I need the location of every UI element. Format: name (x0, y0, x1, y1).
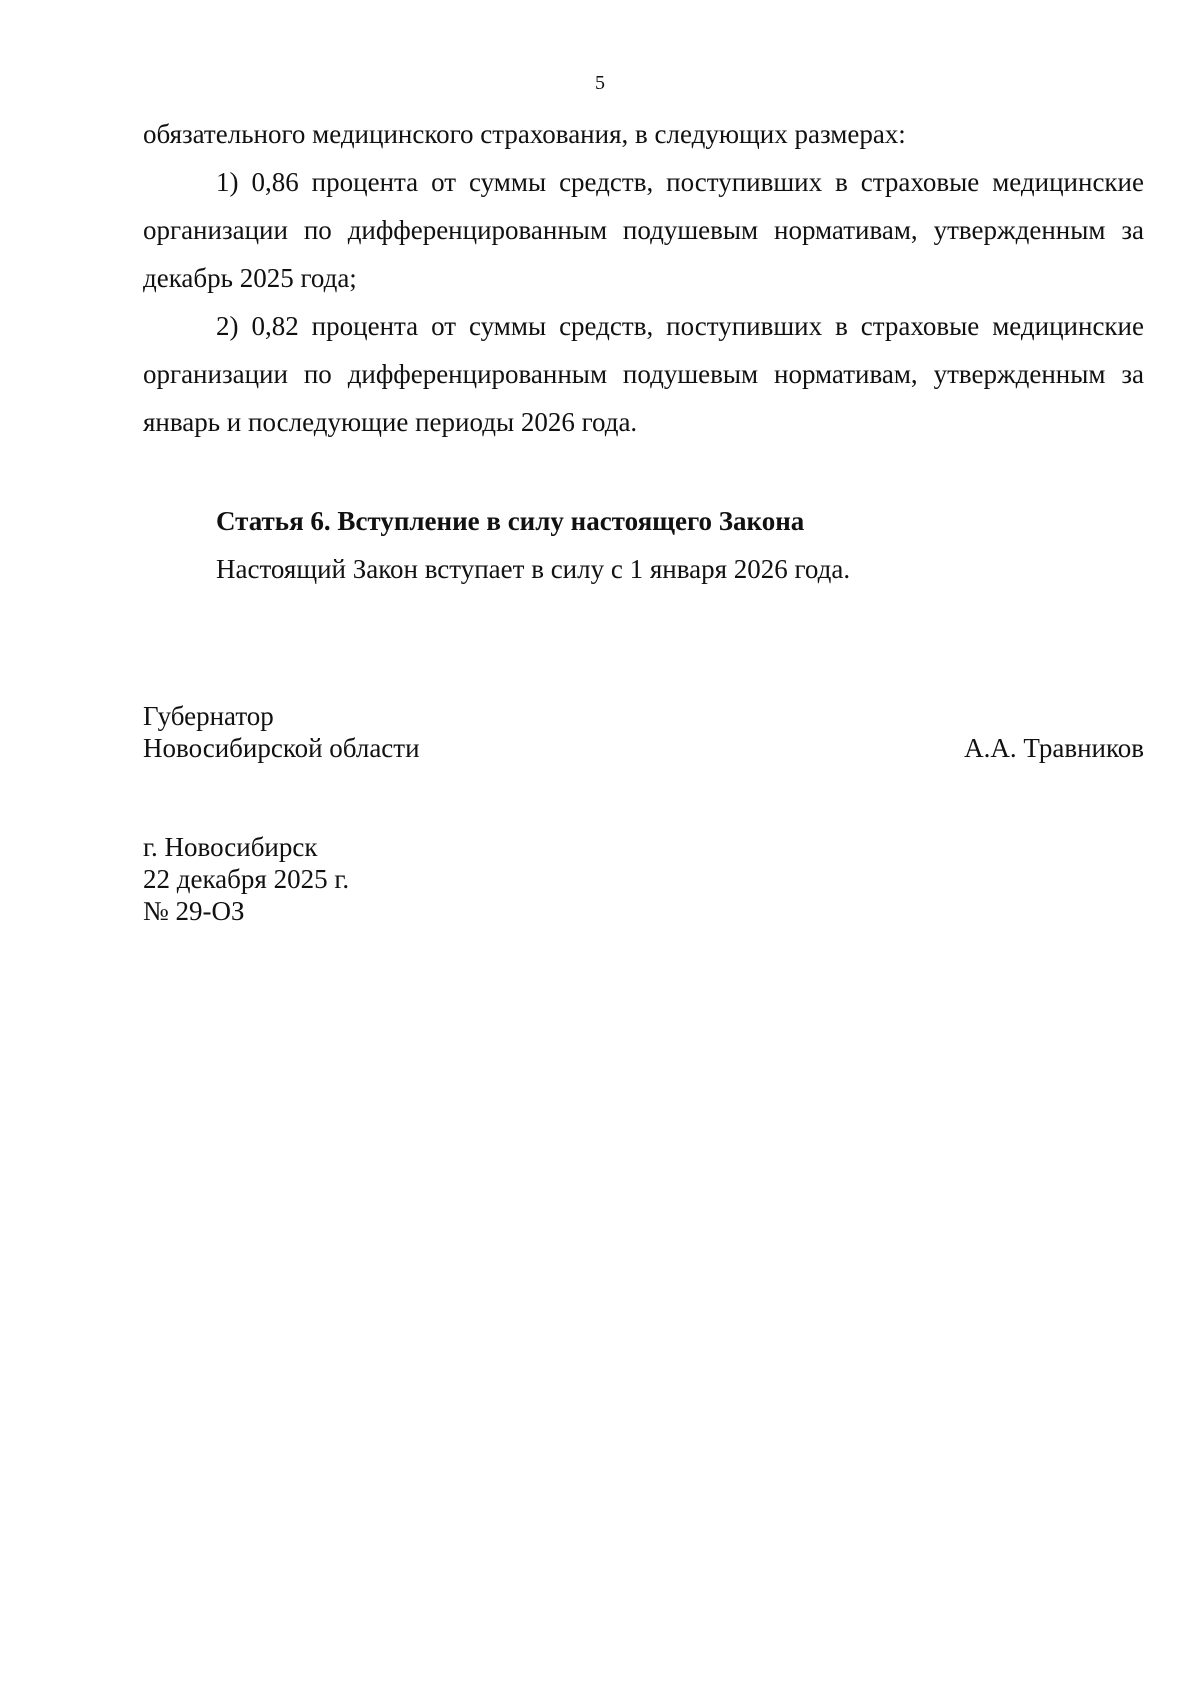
signature-block (143, 700, 1144, 764)
signature-line (143, 732, 1144, 764)
document-number: № 29-ОЗ (143, 896, 245, 926)
page-number: 5 (595, 72, 605, 94)
document-date: 22 декабря 2025 г. (143, 864, 350, 894)
list-item-1: 1) 0,86 процента от суммы средств, поступивших в страховые медицинские организации по дифференцированным подушевым нормативам, утвержденным за декабрь 2025 года; (143, 167, 1144, 293)
document-meta (143, 831, 349, 927)
list-item-2: 2) 0,82 процента от суммы средств, поступивших в страховые медицинские организации по дифференцированным подушевым нормативам, утвержденным за январь и последующие периоды 2026 года. (143, 311, 1144, 437)
signatory-position-line1: Губернатор (143, 701, 274, 731)
document-body (143, 110, 1144, 446)
paragraph-intro: обязательного медицинского страхования, в следующих размерах: (143, 119, 906, 149)
document-city: г. Новосибирск (143, 832, 318, 862)
signatory-position-line2: Новосибирской области (143, 733, 420, 763)
article-6 (216, 497, 850, 593)
signatory-name: А.А. Травников (964, 733, 1144, 763)
article-title: Статья 6. Вступление в силу настоящего Закона (216, 506, 805, 536)
article-text: Настоящий Закон вступает в силу с 1 января 2026 года. (216, 554, 851, 584)
